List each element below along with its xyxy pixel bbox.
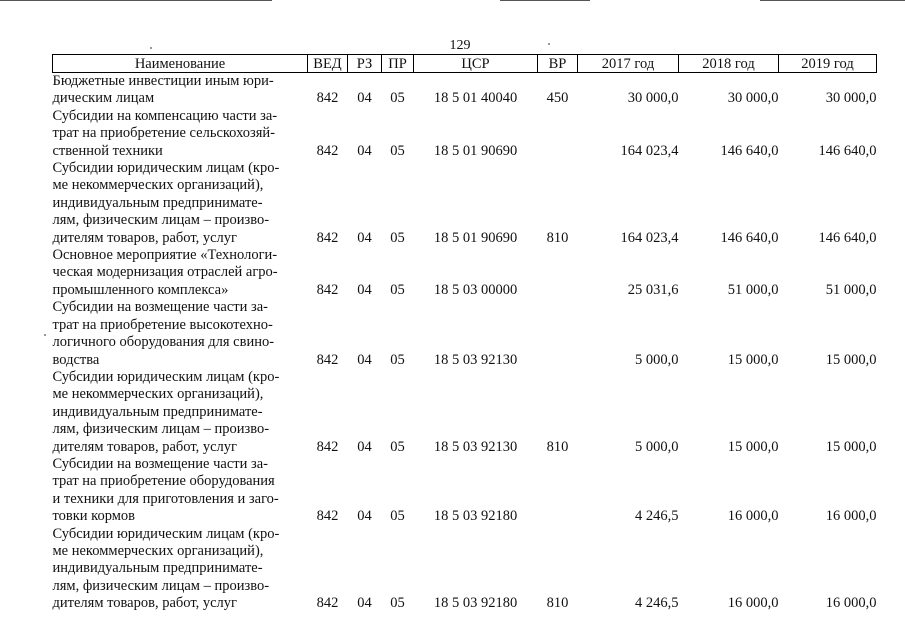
ved-cell: 842	[316, 438, 339, 455]
vr-cell	[538, 247, 578, 299]
amount-2019-cell: 146 640,0	[818, 229, 877, 246]
pr-cell: 05	[390, 508, 405, 525]
rz-cell: 04	[357, 438, 372, 455]
vr-cell	[538, 299, 578, 369]
row-name-line: ме некоммерческих организаций),	[52, 177, 264, 194]
ved-cell: 842	[316, 351, 339, 368]
row-name-cell	[53, 108, 308, 160]
row-name-line: индивидуальным предпринимате-	[52, 194, 263, 211]
scan-speck	[548, 43, 550, 45]
row-name-line: дителям товаров, работ, услуг	[52, 438, 237, 455]
row-name-cell	[53, 247, 308, 299]
row-name-line: промышленного комплекса»	[52, 281, 229, 298]
header-2018: 2018 год	[679, 55, 779, 73]
vr-cell: 810	[546, 595, 569, 612]
vr-cell: 810	[546, 229, 569, 246]
row-name-line: Субсидии на возмещение части за-	[52, 299, 268, 316]
row-name-line: лям, физическим лицам – произво-	[52, 421, 270, 438]
row-name-cell	[53, 526, 308, 613]
scan-speck	[44, 334, 46, 336]
row-name-line: трат на приобретение оборудования	[52, 473, 275, 490]
row-name-line: Субсидии юридическим лицам (кро-	[52, 368, 280, 385]
rz-cell: 04	[357, 229, 372, 246]
row-name-line: индивидуальным предпринимате-	[52, 403, 263, 420]
amount-2018-cell: 146 640,0	[720, 229, 779, 246]
amount-2019-cell: 146 640,0	[818, 142, 877, 159]
ved-cell: 842	[316, 281, 339, 298]
row-name-line: дическим лицам	[52, 90, 155, 107]
row-name-line: дителям товаров, работ, услуг	[52, 229, 237, 246]
pr-cell: 05	[390, 281, 405, 298]
row-name-line: ме некоммерческих организаций),	[52, 386, 264, 403]
row-name-line: товки кормов	[52, 508, 136, 525]
row-name-cell	[53, 369, 308, 456]
amount-2019-cell: 16 000,0	[825, 595, 877, 612]
csr-cell: 18 5 03 92180	[433, 508, 518, 525]
ved-cell: 842	[316, 142, 339, 159]
amount-2018-cell: 146 640,0	[720, 142, 779, 159]
header-rz: РЗ	[348, 55, 382, 73]
amount-2017-cell: 5 000,0	[635, 438, 679, 455]
rz-cell: 04	[357, 351, 372, 368]
rz-cell: 04	[357, 595, 372, 612]
row-name-line: Субсидии на возмещение части за-	[52, 455, 268, 472]
ved-cell: 842	[316, 508, 339, 525]
table-row	[53, 299, 877, 369]
amount-2017-cell: 30 000,0	[627, 90, 679, 107]
amount-2017-cell: 5 000,0	[635, 351, 679, 368]
amount-2019-cell: 15 000,0	[825, 438, 877, 455]
row-name-line: трат на приобретение сельскохозяй-	[52, 125, 276, 142]
amount-2019-cell: 30 000,0	[825, 90, 877, 107]
pr-cell: 05	[390, 229, 405, 246]
scan-edge-line	[0, 0, 272, 1]
row-name-cell	[53, 456, 308, 526]
table-row	[53, 456, 877, 526]
amount-2018-cell: 16 000,0	[727, 595, 779, 612]
row-name-line: индивидуальным предпринимате-	[52, 560, 263, 577]
row-name-line: Бюджетные инвестиции иным юри-	[52, 73, 274, 89]
amount-2018-cell: 16 000,0	[727, 508, 779, 525]
csr-cell: 18 5 01 40040	[433, 90, 518, 107]
amount-2018-cell: 15 000,0	[727, 351, 779, 368]
table-row	[53, 247, 877, 299]
csr-cell: 18 5 03 92180	[433, 595, 518, 612]
amount-2019-cell: 15 000,0	[825, 351, 877, 368]
row-name-line: лям, физическим лицам – произво-	[52, 577, 270, 594]
row-name-cell	[53, 73, 308, 108]
row-name-line: трат на приобретение высокотехно-	[52, 316, 273, 333]
table-body	[53, 73, 877, 613]
row-name-line: логичного оборудования для свино-	[52, 334, 275, 351]
ved-cell: 842	[316, 595, 339, 612]
pr-cell: 05	[390, 438, 405, 455]
rz-cell: 04	[357, 281, 372, 298]
pr-cell: 05	[390, 351, 405, 368]
table-row	[53, 73, 877, 108]
table-row	[53, 108, 877, 160]
amount-2017-cell: 164 023,4	[620, 142, 679, 159]
row-name-line: и техники для приготовления и заго-	[52, 490, 279, 507]
amount-2017-cell: 4 246,5	[635, 595, 679, 612]
csr-cell: 18 5 01 90690	[433, 229, 518, 246]
pr-cell: 05	[390, 90, 405, 107]
scan-speck	[150, 47, 152, 49]
header-name: Наименование	[53, 55, 308, 73]
pr-cell: 05	[390, 142, 405, 159]
amount-2019-cell: 51 000,0	[825, 281, 877, 298]
row-name-line: ственной техники	[52, 142, 163, 159]
row-name-line: Основное мероприятие «Технологи-	[52, 247, 278, 264]
header-vr: ВР	[538, 55, 578, 73]
row-name-line: Субсидии юридическим лицам (кро-	[52, 525, 280, 542]
pr-cell: 05	[390, 595, 405, 612]
amount-2019-cell: 16 000,0	[825, 508, 877, 525]
row-name-line: ме некоммерческих организаций),	[52, 542, 264, 559]
csr-cell: 18 5 03 92130	[433, 351, 518, 368]
rz-cell: 04	[357, 90, 372, 107]
header-2019: 2019 год	[779, 55, 877, 73]
header-pr: ПР	[382, 55, 414, 73]
amount-2017-cell: 4 246,5	[635, 508, 679, 525]
page-number: 129	[449, 38, 471, 53]
amount-2017-cell: 164 023,4	[620, 229, 679, 246]
table-row	[53, 526, 877, 613]
budget-table	[52, 54, 877, 613]
row-name-line: Субсидии на компенсацию части за-	[52, 107, 278, 124]
vr-cell: 810	[546, 438, 569, 455]
row-name-line: ческая модернизация отраслей агро-	[52, 264, 278, 281]
table-header	[53, 55, 877, 73]
table-row	[53, 160, 877, 247]
table-row	[53, 369, 877, 456]
row-name-cell	[53, 299, 308, 369]
row-name-line: водства	[52, 351, 100, 368]
csr-cell: 18 5 01 90690	[433, 142, 518, 159]
scan-edge-line	[500, 0, 590, 1]
amount-2017-cell: 25 031,6	[627, 281, 679, 298]
csr-cell: 18 5 03 00000	[433, 281, 518, 298]
header-2017: 2017 год	[578, 55, 679, 73]
header-ved: ВЕД	[308, 55, 348, 73]
ved-cell: 842	[316, 229, 339, 246]
vr-cell: 450	[546, 90, 569, 107]
row-name-line: Субсидии юридическим лицам (кро-	[52, 160, 280, 177]
row-name-cell	[53, 160, 308, 247]
header-csr: ЦСР	[414, 55, 538, 73]
ved-cell: 842	[316, 90, 339, 107]
csr-cell: 18 5 03 92130	[433, 438, 518, 455]
row-name-line: дителям товаров, работ, услуг	[52, 595, 237, 612]
rz-cell: 04	[357, 508, 372, 525]
amount-2018-cell: 30 000,0	[727, 90, 779, 107]
row-name-line: лям, физическим лицам – произво-	[52, 212, 270, 229]
scan-edge-line	[760, 0, 905, 1]
vr-cell	[538, 108, 578, 160]
vr-cell	[538, 456, 578, 526]
amount-2018-cell: 15 000,0	[727, 438, 779, 455]
amount-2018-cell: 51 000,0	[727, 281, 779, 298]
rz-cell: 04	[357, 142, 372, 159]
